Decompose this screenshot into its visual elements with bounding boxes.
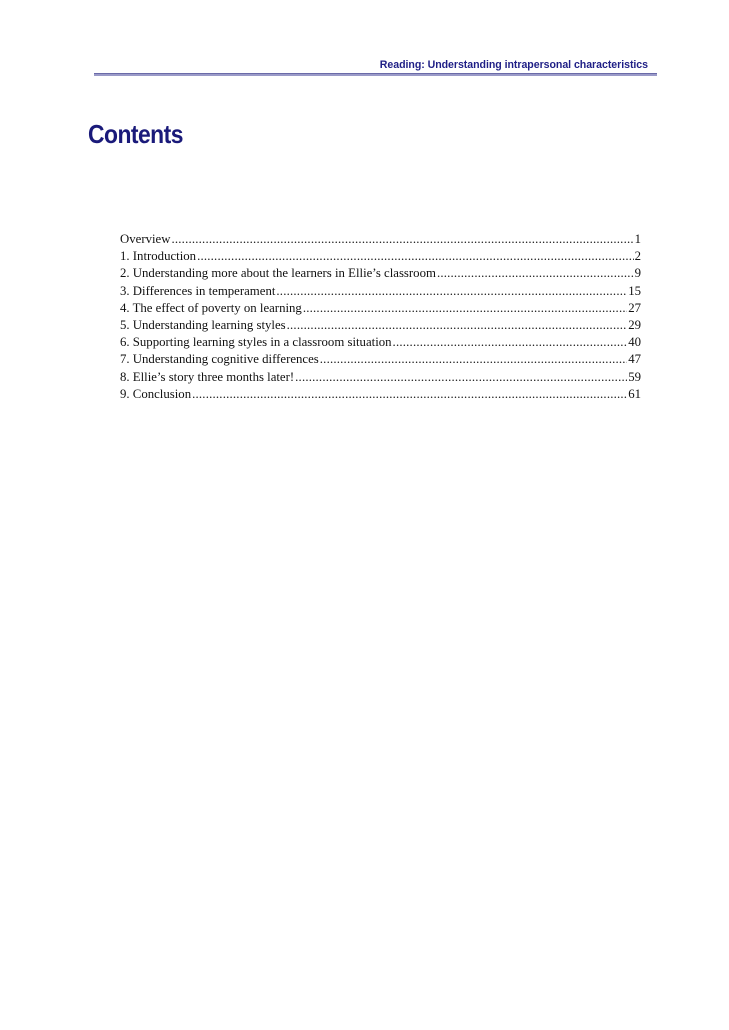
toc-leader-dots [171, 231, 633, 248]
toc-entry-page: 2 [634, 249, 641, 264]
toc-entry-title: 4. The effect of poverty on learning [120, 300, 302, 315]
toc-leader-dots [320, 351, 627, 368]
toc-entry-title: 5. Understanding learning styles [120, 317, 286, 332]
toc-entry-page: 29 [628, 317, 641, 332]
toc-entry-page: 61 [628, 386, 641, 401]
toc-entry-page: 9 [634, 266, 641, 281]
toc-entry-page: 15 [628, 283, 641, 298]
toc-entry-ellies-story[interactable] [120, 369, 641, 386]
toc-entry-title: 3. Differences in temperament [120, 283, 276, 298]
toc-entry-poverty[interactable] [120, 300, 641, 317]
toc-entry-title: 2. Understanding more about the learners in Ellie’s classroom [120, 266, 436, 281]
toc-entry-learners[interactable] [120, 265, 641, 282]
header-rule [94, 73, 657, 76]
toc-entry-page: 40 [628, 335, 641, 350]
toc-entry-page: 47 [628, 352, 641, 367]
toc-entry-title: 6. Supporting learning styles in a classroom situation [120, 335, 392, 350]
toc-leader-dots [197, 248, 634, 265]
toc-entry-title: 9. Conclusion [120, 386, 192, 401]
toc-entry-title: 1. Introduction [120, 249, 197, 264]
toc-leader-dots [393, 334, 628, 351]
toc-entry-page: 27 [628, 300, 641, 315]
toc-entry-title: 7. Understanding cognitive differences [120, 352, 319, 367]
toc-leader-dots [287, 317, 628, 334]
toc-leader-dots [303, 300, 627, 317]
page-title: Contents [88, 119, 183, 149]
toc-entry-learning-styles[interactable] [120, 317, 641, 334]
toc-leader-dots [276, 283, 627, 300]
toc-leader-dots [295, 369, 627, 386]
toc-leader-dots [192, 386, 627, 403]
toc-leader-dots [437, 265, 634, 282]
toc-entry-overview[interactable] [120, 231, 641, 248]
toc-entry-introduction[interactable] [120, 248, 641, 265]
toc-entry-page: 59 [628, 369, 641, 384]
toc-entry-supporting-styles[interactable] [120, 334, 641, 351]
running-header: Reading: Understanding intrapersonal characteristics [379, 59, 648, 71]
toc-entry-temperament[interactable] [120, 283, 641, 300]
toc-entry-title: Overview [120, 232, 171, 246]
toc-entry-conclusion[interactable] [120, 386, 641, 403]
table-of-contents [120, 231, 641, 403]
toc-entry-cognitive[interactable] [120, 351, 641, 368]
toc-entry-page: 1 [634, 232, 641, 246]
toc-entry-title: 8. Ellie’s story three months later! [120, 369, 295, 384]
